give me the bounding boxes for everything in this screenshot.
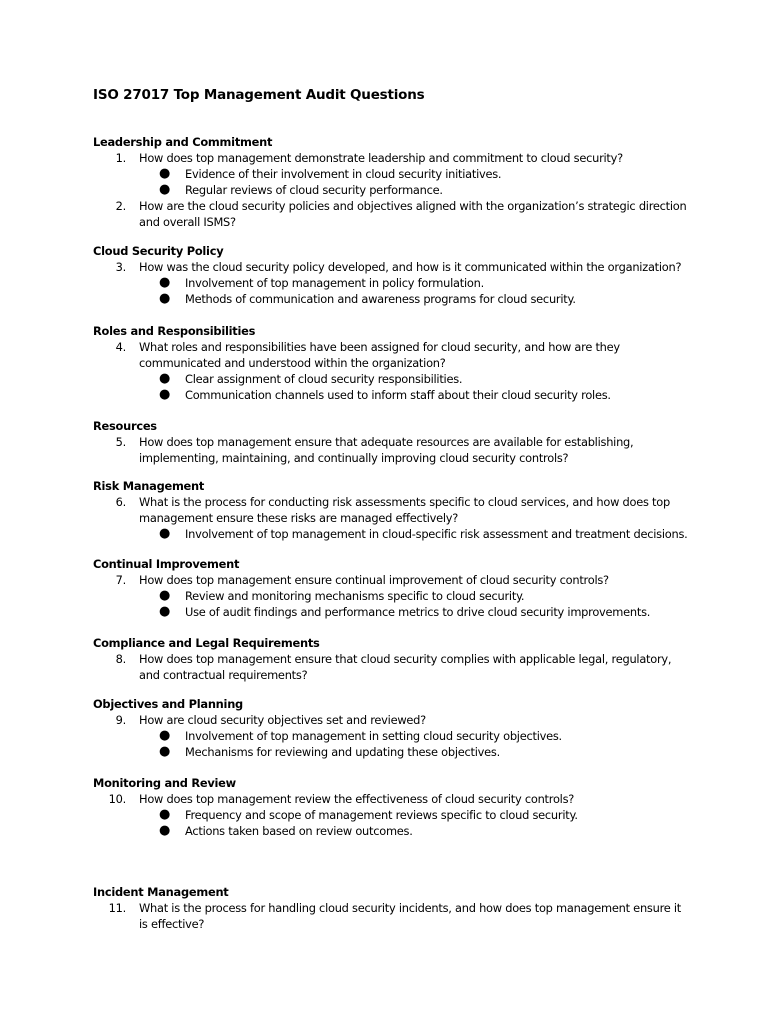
- sub-point-text: Review and monitoring mechanisms specific to cloud security.: [185, 589, 525, 603]
- sub-point: [93, 371, 683, 387]
- question-item: [93, 572, 683, 588]
- question-item: [93, 494, 683, 526]
- section-heading: Resources: [93, 419, 157, 433]
- bullet-icon: ●: [159, 807, 171, 822]
- section: [93, 418, 683, 466]
- bullet-icon: ●: [159, 182, 171, 197]
- sub-point: [93, 526, 688, 542]
- section: [93, 556, 683, 620]
- sub-point: [93, 387, 683, 403]
- document-title: ISO 27017 Top Management Audit Questions: [93, 87, 425, 103]
- bullet-icon: ●: [159, 291, 171, 306]
- sub-point-text: Involvement of top management in setting cloud security objectives.: [185, 729, 562, 743]
- sub-point: [93, 744, 683, 760]
- sub-point: [93, 182, 683, 198]
- question-text: How does top management ensure that cloud security complies with applicable legal, regulatory, and contractual requirements?: [139, 652, 672, 682]
- section-heading: Roles and Responsibilities: [93, 324, 256, 338]
- sub-point-list: [93, 807, 683, 839]
- sub-point-text: Use of audit findings and performance metrics to drive cloud security improvements.: [185, 605, 651, 619]
- bullet-icon: ●: [159, 387, 171, 402]
- question-number: 2.: [115, 199, 126, 213]
- question-item: [93, 791, 683, 807]
- section: [93, 243, 683, 307]
- question-text: How does top management ensure that adequate resources are available for establishing, implementing, maintaining, and continually improving cloud security controls?: [139, 435, 634, 465]
- question-text: How are the cloud security policies and objectives aligned with the organization’s strategic direction and overall ISMS?: [139, 199, 687, 229]
- question-number: 6.: [115, 495, 126, 509]
- sub-point: [93, 823, 683, 839]
- sub-point-list: [93, 275, 683, 307]
- question-item: [93, 651, 683, 683]
- sub-point: [93, 275, 683, 291]
- section: [93, 323, 683, 403]
- sub-point-text: Evidence of their involvement in cloud security initiatives.: [185, 167, 502, 181]
- sub-point: [93, 588, 683, 604]
- question-number: 4.: [115, 340, 126, 354]
- sub-point-text: Mechanisms for reviewing and updating these objectives.: [185, 745, 500, 759]
- bullet-icon: ●: [159, 604, 171, 619]
- bullet-icon: ●: [159, 371, 171, 386]
- sub-point-text: Involvement of top management in cloud-specific risk assessment and treatment decisions.: [185, 527, 688, 541]
- question-number: 10.: [108, 792, 126, 806]
- section: [93, 775, 683, 839]
- section-heading: Leadership and Commitment: [93, 135, 273, 149]
- section-heading: Risk Management: [93, 479, 205, 493]
- sub-point: [93, 291, 683, 307]
- question-item: [93, 198, 687, 230]
- section: [93, 635, 683, 683]
- question-number: 9.: [115, 713, 126, 727]
- section: [93, 134, 687, 230]
- sub-point-text: Regular reviews of cloud security performance.: [185, 183, 443, 197]
- question-text: How was the cloud security policy developed, and how is it communicated within the organization?: [139, 260, 682, 274]
- sub-point: [93, 728, 683, 744]
- question-item: [93, 259, 683, 275]
- section-heading: Cloud Security Policy: [93, 244, 224, 258]
- bullet-icon: ●: [159, 275, 171, 290]
- question-text: What roles and responsibilities have been assigned for cloud security, and how are they communicated and understood within the organization?: [139, 340, 620, 370]
- sub-point-text: Communication channels used to inform staff about their cloud security roles.: [185, 388, 611, 402]
- sub-point-text: Methods of communication and awareness programs for cloud security.: [185, 292, 576, 306]
- question-number: 8.: [115, 652, 126, 666]
- question-number: 7.: [115, 573, 126, 587]
- section: [93, 478, 688, 542]
- sub-point-text: Clear assignment of cloud security responsibilities.: [185, 372, 463, 386]
- sub-point-list: [93, 728, 683, 760]
- bullet-icon: ●: [159, 166, 171, 181]
- question-item: [93, 150, 683, 166]
- section-heading: Monitoring and Review: [93, 776, 236, 790]
- question-number: 3.: [115, 260, 126, 274]
- sub-point: [93, 166, 683, 182]
- section-heading: Incident Management: [93, 885, 229, 899]
- sub-point: [93, 604, 683, 620]
- section: [93, 884, 683, 932]
- sub-point-text: Involvement of top management in policy formulation.: [185, 276, 484, 290]
- question-item: [93, 900, 683, 932]
- question-text: How does top management ensure continual improvement of cloud security controls?: [139, 573, 609, 587]
- sub-point-list: [93, 588, 683, 620]
- bullet-icon: ●: [159, 526, 171, 541]
- sub-point-list: [93, 371, 683, 403]
- question-number: 1.: [115, 151, 126, 165]
- bullet-icon: ●: [159, 728, 171, 743]
- section: [93, 696, 683, 760]
- section-heading: Objectives and Planning: [93, 697, 243, 711]
- sub-point-text: Actions taken based on review outcomes.: [185, 824, 413, 838]
- bullet-icon: ●: [159, 744, 171, 759]
- question-item: [93, 339, 683, 371]
- question-text: What is the process for conducting risk assessments specific to cloud services, and how does top management ensure these risks are managed effectively?: [139, 495, 670, 525]
- question-text: What is the process for handling cloud security incidents, and how does top management ensure it is effective?: [139, 901, 682, 931]
- sub-point-text: Frequency and scope of management reviews specific to cloud security.: [185, 808, 578, 822]
- bullet-icon: ●: [159, 823, 171, 838]
- section-heading: Continual Improvement: [93, 557, 240, 571]
- sub-point-list: [93, 166, 683, 198]
- sub-point-list: [93, 526, 688, 542]
- question-number: 5.: [115, 435, 126, 449]
- sub-point: [93, 807, 683, 823]
- bullet-icon: ●: [159, 588, 171, 603]
- question-text: How does top management review the effectiveness of cloud security controls?: [139, 792, 575, 806]
- question-text: How are cloud security objectives set and reviewed?: [139, 713, 426, 727]
- question-text: How does top management demonstrate leadership and commitment to cloud security?: [139, 151, 623, 165]
- question-number: 11.: [108, 901, 126, 915]
- question-item: [93, 712, 683, 728]
- question-item: [93, 434, 683, 466]
- section-heading: Compliance and Legal Requirements: [93, 636, 320, 650]
